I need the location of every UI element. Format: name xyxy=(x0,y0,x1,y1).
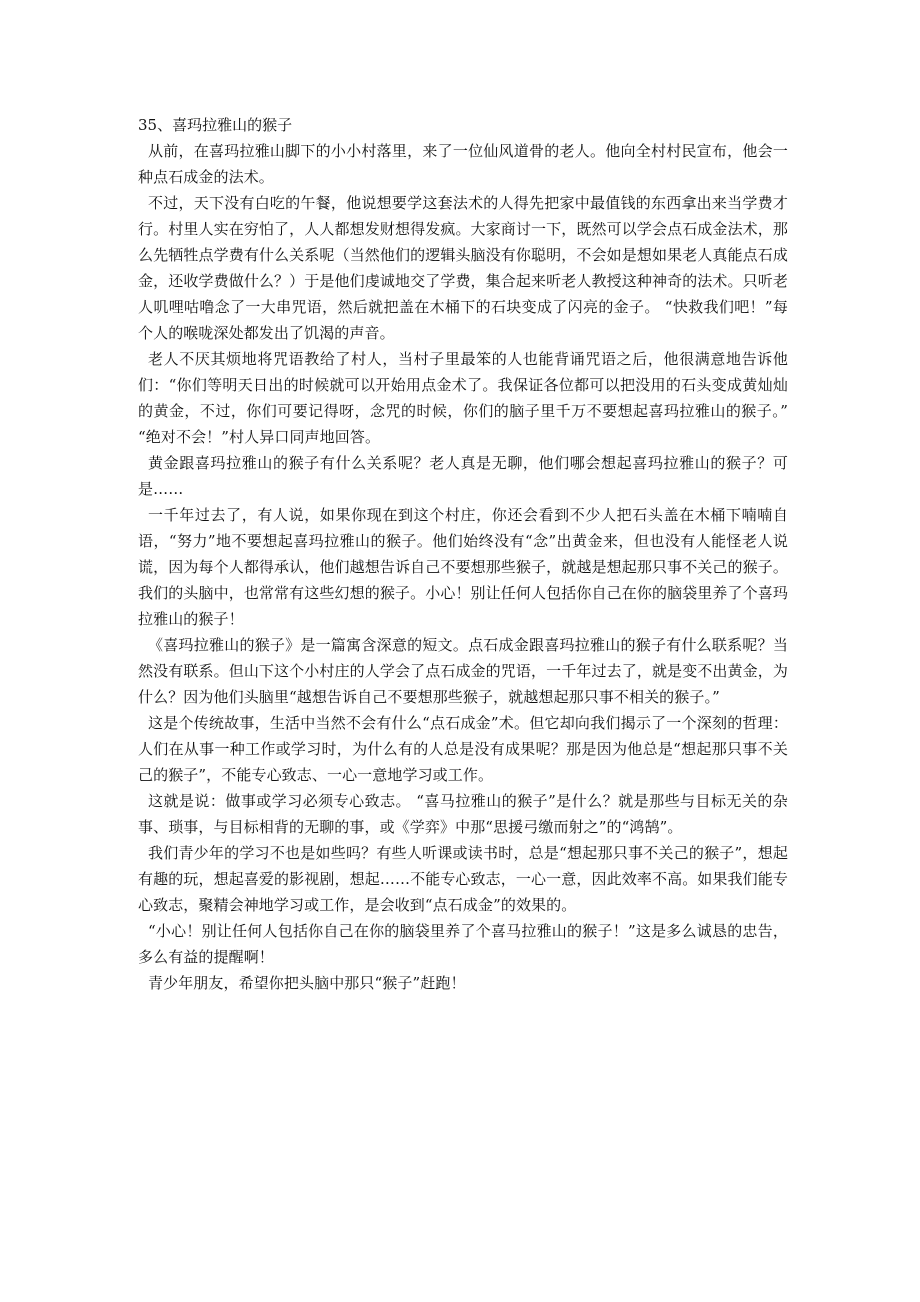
paragraph-7: 这是个传统故事，生活中当然不会有什么“点石成金”术。但它却向我们揭示了一个深刻的哲理：人们在从事一种工作或学习时，为什么有的人总是没有成果呢？那是因为他总是“想起那只事不关己的猴子”，不能专心致志、一心一意地学习或工作。 xyxy=(138,714,788,784)
paragraph-3: 老人不厌其烦地将咒语教给了村人，当村子里最笨的人也能背诵咒语之后，他很满意地告诉他们：“你们等明天日出的时候就可以开始用点金术了。我保证各位都可以把没用的石头变成黄灿灿的黄金，不过，你们可要记得呀，念咒的时候，你们的脑子里千万不要想起喜玛拉雅山的猴子。” “绝对不会！”村人异口同声地回答。 xyxy=(138,350,788,446)
paragraph-4: 黄金跟喜玛拉雅山的猴子有什么关系呢？老人真是无聊，他们哪会想起喜玛拉雅山的猴子？可是…… xyxy=(138,454,788,498)
paragraph-2: 不过，天下没有白吃的午餐，他说想要学这套法术的人得先把家中最值钱的东西拿出来当学费才行。村里人实在穷怕了，人人都想发财想得发疯。大家商讨一下，既然可以学会点石成金法术，那么先牺牲点学费有什么关系呢（当然他们的逻辑头脑没有你聪明，不会如是想如果老人真能点石成金，还收学费做什么？）于是他们虔诚地交了学费，集合起来听老人教授这种神奇的法术。只听老人叽哩咕噜念了一大串咒语，然后就把盖在木桶下的石块变成了闪亮的金子。 “快救我们吧！”每个人的喉咙深处都发出了饥渴的声音。 xyxy=(138,194,788,342)
paragraph-1: 从前，在喜玛拉雅山脚下的小小村落里，来了一位仙风道骨的老人。他向全村村民宣布，他会一种点石成金的法术。 xyxy=(138,142,788,186)
document-title: 35、喜玛拉雅山的猴子 xyxy=(138,116,293,134)
paragraph-11: 青少年朋友，希望你把头脑中那只“猴子”赶跑！ xyxy=(148,974,466,992)
paragraph-10: “小心！别让任何人包括你自己在你的脑袋里养了个喜马拉雅山的猴子！”这是多么诚恳的忠告，多么有益的提醒啊！ xyxy=(138,922,788,966)
paragraph-6: 《喜玛拉雅山的猴子》是一篇寓含深意的短文。点石成金跟喜玛拉雅山的猴子有什么联系呢？当然没有联系。但山下这个小村庄的人学会了点石成金的咒语，一千年过去了，就是变不出黄金，为什么？因为他们头脑里“越想告诉自己不要想那些猴子，就越想起那只事不相关的猴子。” xyxy=(138,636,788,706)
paragraph-5: 一千年过去了，有人说，如果你现在到这个村庄，你还会看到不少人把石头盖在木桶下喃喃自语，“努力”地不要想起喜玛拉雅山的猴子。他们始终没有“念”出黄金来，但也没有人能怪老人说谎，因为每个人都得承认，他们越想告诉自己不要想那些猴子，就越是想起那只事不关己的猴子。我们的头脑中，也常常有这些幻想的猴子。小心！别让任何人包括你自己在你的脑袋里养了个喜玛拉雅山的猴子！ xyxy=(138,506,788,628)
paragraph-8: 这就是说：做事或学习必须专心致志。 “喜马拉雅山的猴子”是什么？就是那些与目标无关的杂事、琐事，与目标相背的无聊的事，或《学弈》中那“思援弓缴而射之”的“鸿鹄”。 xyxy=(138,792,788,836)
paragraph-9: 我们青少年的学习不也是如些吗？有些人听课或读书时，总是“想起那只事不关己的猴子”，想起有趣的玩，想起喜爱的影视剧，想起……不能专心致志，一心一意，因此效率不高。如果我们能专心致志，聚精会神地学习或工作，是会收到“点石成金”的效果的。 xyxy=(138,844,788,914)
document-page xyxy=(138,112,788,996)
